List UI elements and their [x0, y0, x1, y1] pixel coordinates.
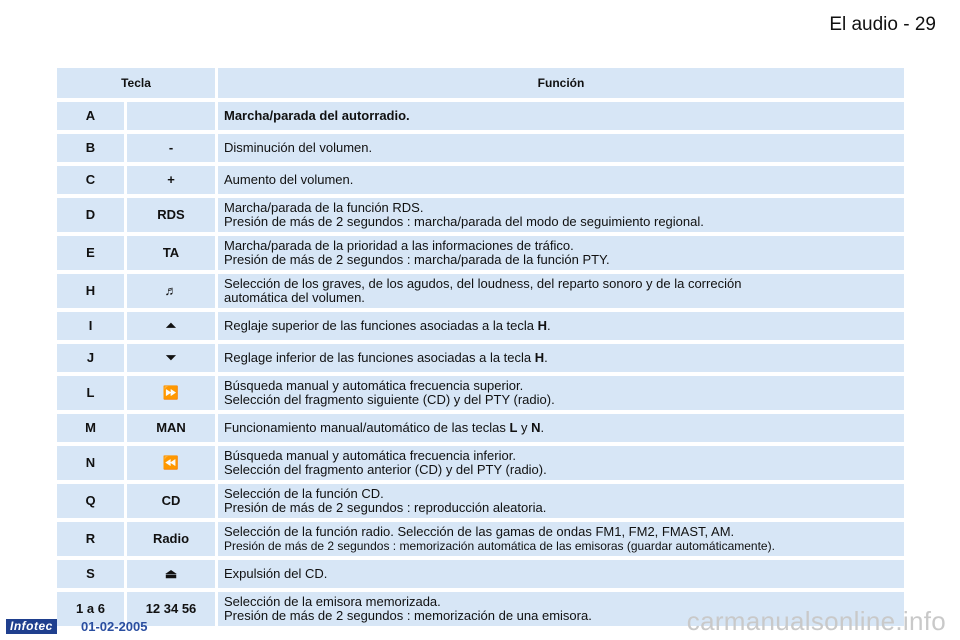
description-line — [224, 201, 423, 215]
table-row — [57, 414, 904, 442]
description-line — [224, 215, 704, 229]
function-description — [218, 376, 904, 410]
function-description — [218, 560, 904, 588]
description-text: Marcha/parada del autorradio. — [224, 108, 410, 123]
description-line — [224, 449, 516, 463]
key-letter: H — [57, 274, 124, 308]
description-text: Marcha/parada de la prioridad a las informaciones de tráfico. — [224, 238, 574, 253]
function-table — [57, 68, 904, 630]
key-reference: H — [537, 318, 548, 333]
description-text: Reglaje superior de las funciones asociadas a la tecla — [224, 318, 538, 333]
key-letter: D — [57, 198, 124, 232]
description-text: Presión de más de 2 segundos : marcha/parada del modo de seguimiento regional. — [224, 214, 704, 229]
column-header-funcion: Función — [218, 68, 904, 98]
key-letter: 1 a 6 — [57, 592, 124, 626]
table-row — [57, 376, 904, 410]
key-letter: B — [57, 134, 124, 162]
description-line — [224, 421, 544, 435]
key-label: TA — [127, 236, 215, 270]
key-reference: L — [509, 420, 518, 435]
description-text: Funcionamiento manual/automático de las teclas — [224, 420, 510, 435]
description-line — [224, 501, 546, 515]
key-label: ⏩ — [127, 376, 215, 410]
description-text: automática del volumen. — [224, 290, 365, 305]
key-letter: J — [57, 344, 124, 372]
key-letter: E — [57, 236, 124, 270]
description-text: Presión de más de 2 segundos : memorización automática de las emisoras (guardar automáticamente). — [224, 539, 775, 553]
function-description — [218, 274, 904, 308]
page-title: El audio - 29 — [829, 14, 936, 35]
infotec-logo: Infotec — [6, 619, 57, 634]
key-label: ⏷ — [127, 344, 215, 372]
description-text: Selección del fragmento anterior (CD) y del PTY (radio). — [224, 462, 547, 477]
key-letter: S — [57, 560, 124, 588]
table-row — [57, 134, 904, 162]
description-text: . — [544, 350, 548, 365]
key-letter: R — [57, 522, 124, 556]
key-letter: L — [57, 376, 124, 410]
description-text: y — [517, 420, 532, 435]
function-description — [218, 446, 904, 480]
key-label: CD — [127, 484, 215, 518]
table-row — [57, 236, 904, 270]
description-text: . — [540, 420, 545, 435]
description-line — [224, 141, 372, 155]
function-description — [218, 522, 904, 556]
table-row — [57, 446, 904, 480]
key-label: MAN — [127, 414, 215, 442]
key-label: ⏶ — [127, 312, 215, 340]
footer-date: 01-02-2005 — [81, 619, 148, 634]
table-row — [57, 274, 904, 308]
description-line — [224, 239, 574, 253]
function-description — [218, 166, 904, 194]
watermark: carmanualsonline.info — [686, 606, 946, 636]
key-label: ♬ — [127, 274, 215, 308]
key-label: - — [127, 134, 215, 162]
description-text: Búsqueda manual y automática frecuencia inferior. — [224, 448, 516, 463]
description-text: Selección del fragmento siguiente (CD) y del PTY (radio). — [224, 392, 555, 407]
description-text: Selección de la función CD. — [224, 486, 384, 501]
column-header-tecla: Tecla — [57, 68, 215, 98]
description-text: . — [547, 318, 551, 333]
table-row — [57, 344, 904, 372]
table-row — [57, 312, 904, 340]
key-letter: N — [57, 446, 124, 480]
key-label: Radio — [127, 522, 215, 556]
table-row — [57, 560, 904, 588]
table-row — [57, 166, 904, 194]
description-line — [224, 609, 592, 623]
function-description — [218, 236, 904, 270]
description-line — [224, 393, 555, 407]
key-letter: I — [57, 312, 124, 340]
description-line — [224, 277, 741, 291]
key-letter: C — [57, 166, 124, 194]
function-description — [218, 102, 904, 130]
description-text: Marcha/parada de la función RDS. — [224, 200, 424, 215]
description-line — [224, 463, 547, 477]
description-text: Reglage inferior de las funciones asociadas a la tecla — [224, 350, 535, 365]
table-row — [57, 484, 904, 518]
key-label: ⏏ — [127, 560, 215, 588]
function-description — [218, 344, 904, 372]
description-line — [224, 539, 775, 553]
key-letter: M — [57, 414, 124, 442]
function-description — [218, 312, 904, 340]
description-text: Expulsión del CD. — [224, 566, 328, 581]
description-line — [224, 173, 353, 187]
description-line — [224, 319, 551, 333]
key-reference: N — [531, 420, 541, 435]
description-line — [224, 567, 327, 581]
key-letter: A — [57, 102, 124, 130]
description-line — [224, 595, 441, 609]
description-line — [224, 109, 410, 123]
key-label: + — [127, 166, 215, 194]
key-letter: Q — [57, 484, 124, 518]
description-text: Selección de la emisora memorizada. — [224, 594, 441, 609]
description-line — [224, 525, 734, 539]
description-text: Presión de más de 2 segundos : reproducción aleatoria. — [224, 500, 547, 515]
table-row — [57, 522, 904, 556]
table-row — [57, 198, 904, 232]
key-label: RDS — [127, 198, 215, 232]
function-description — [218, 134, 904, 162]
table-header-row — [57, 68, 904, 98]
description-line — [224, 487, 384, 501]
function-description — [218, 484, 904, 518]
description-text: Selección de la función radio. Selección de las gamas de ondas FM1, FM2, FMAST, AM. — [224, 524, 735, 539]
description-line — [224, 291, 365, 305]
function-description — [218, 414, 904, 442]
function-description — [218, 198, 904, 232]
key-label: 12 34 56 — [127, 592, 215, 626]
description-line — [224, 379, 523, 393]
key-label: ⏪ — [127, 446, 215, 480]
description-text: Búsqueda manual y automática frecuencia superior. — [224, 378, 524, 393]
key-label — [127, 102, 215, 130]
description-text: Presión de más de 2 segundos : memorización de una emisora. — [224, 608, 592, 623]
description-text: Selección de los graves, de los agudos, del loudness, del reparto sonoro y de la correción — [224, 276, 742, 291]
key-reference: H — [534, 350, 545, 365]
description-line — [224, 351, 548, 365]
description-text: Presión de más de 2 segundos : marcha/parada de la función PTY. — [224, 252, 610, 267]
description-line — [224, 253, 610, 267]
description-text: Aumento del volumen. — [224, 172, 354, 187]
table-row — [57, 102, 904, 130]
description-text: Disminución del volumen. — [224, 140, 373, 155]
